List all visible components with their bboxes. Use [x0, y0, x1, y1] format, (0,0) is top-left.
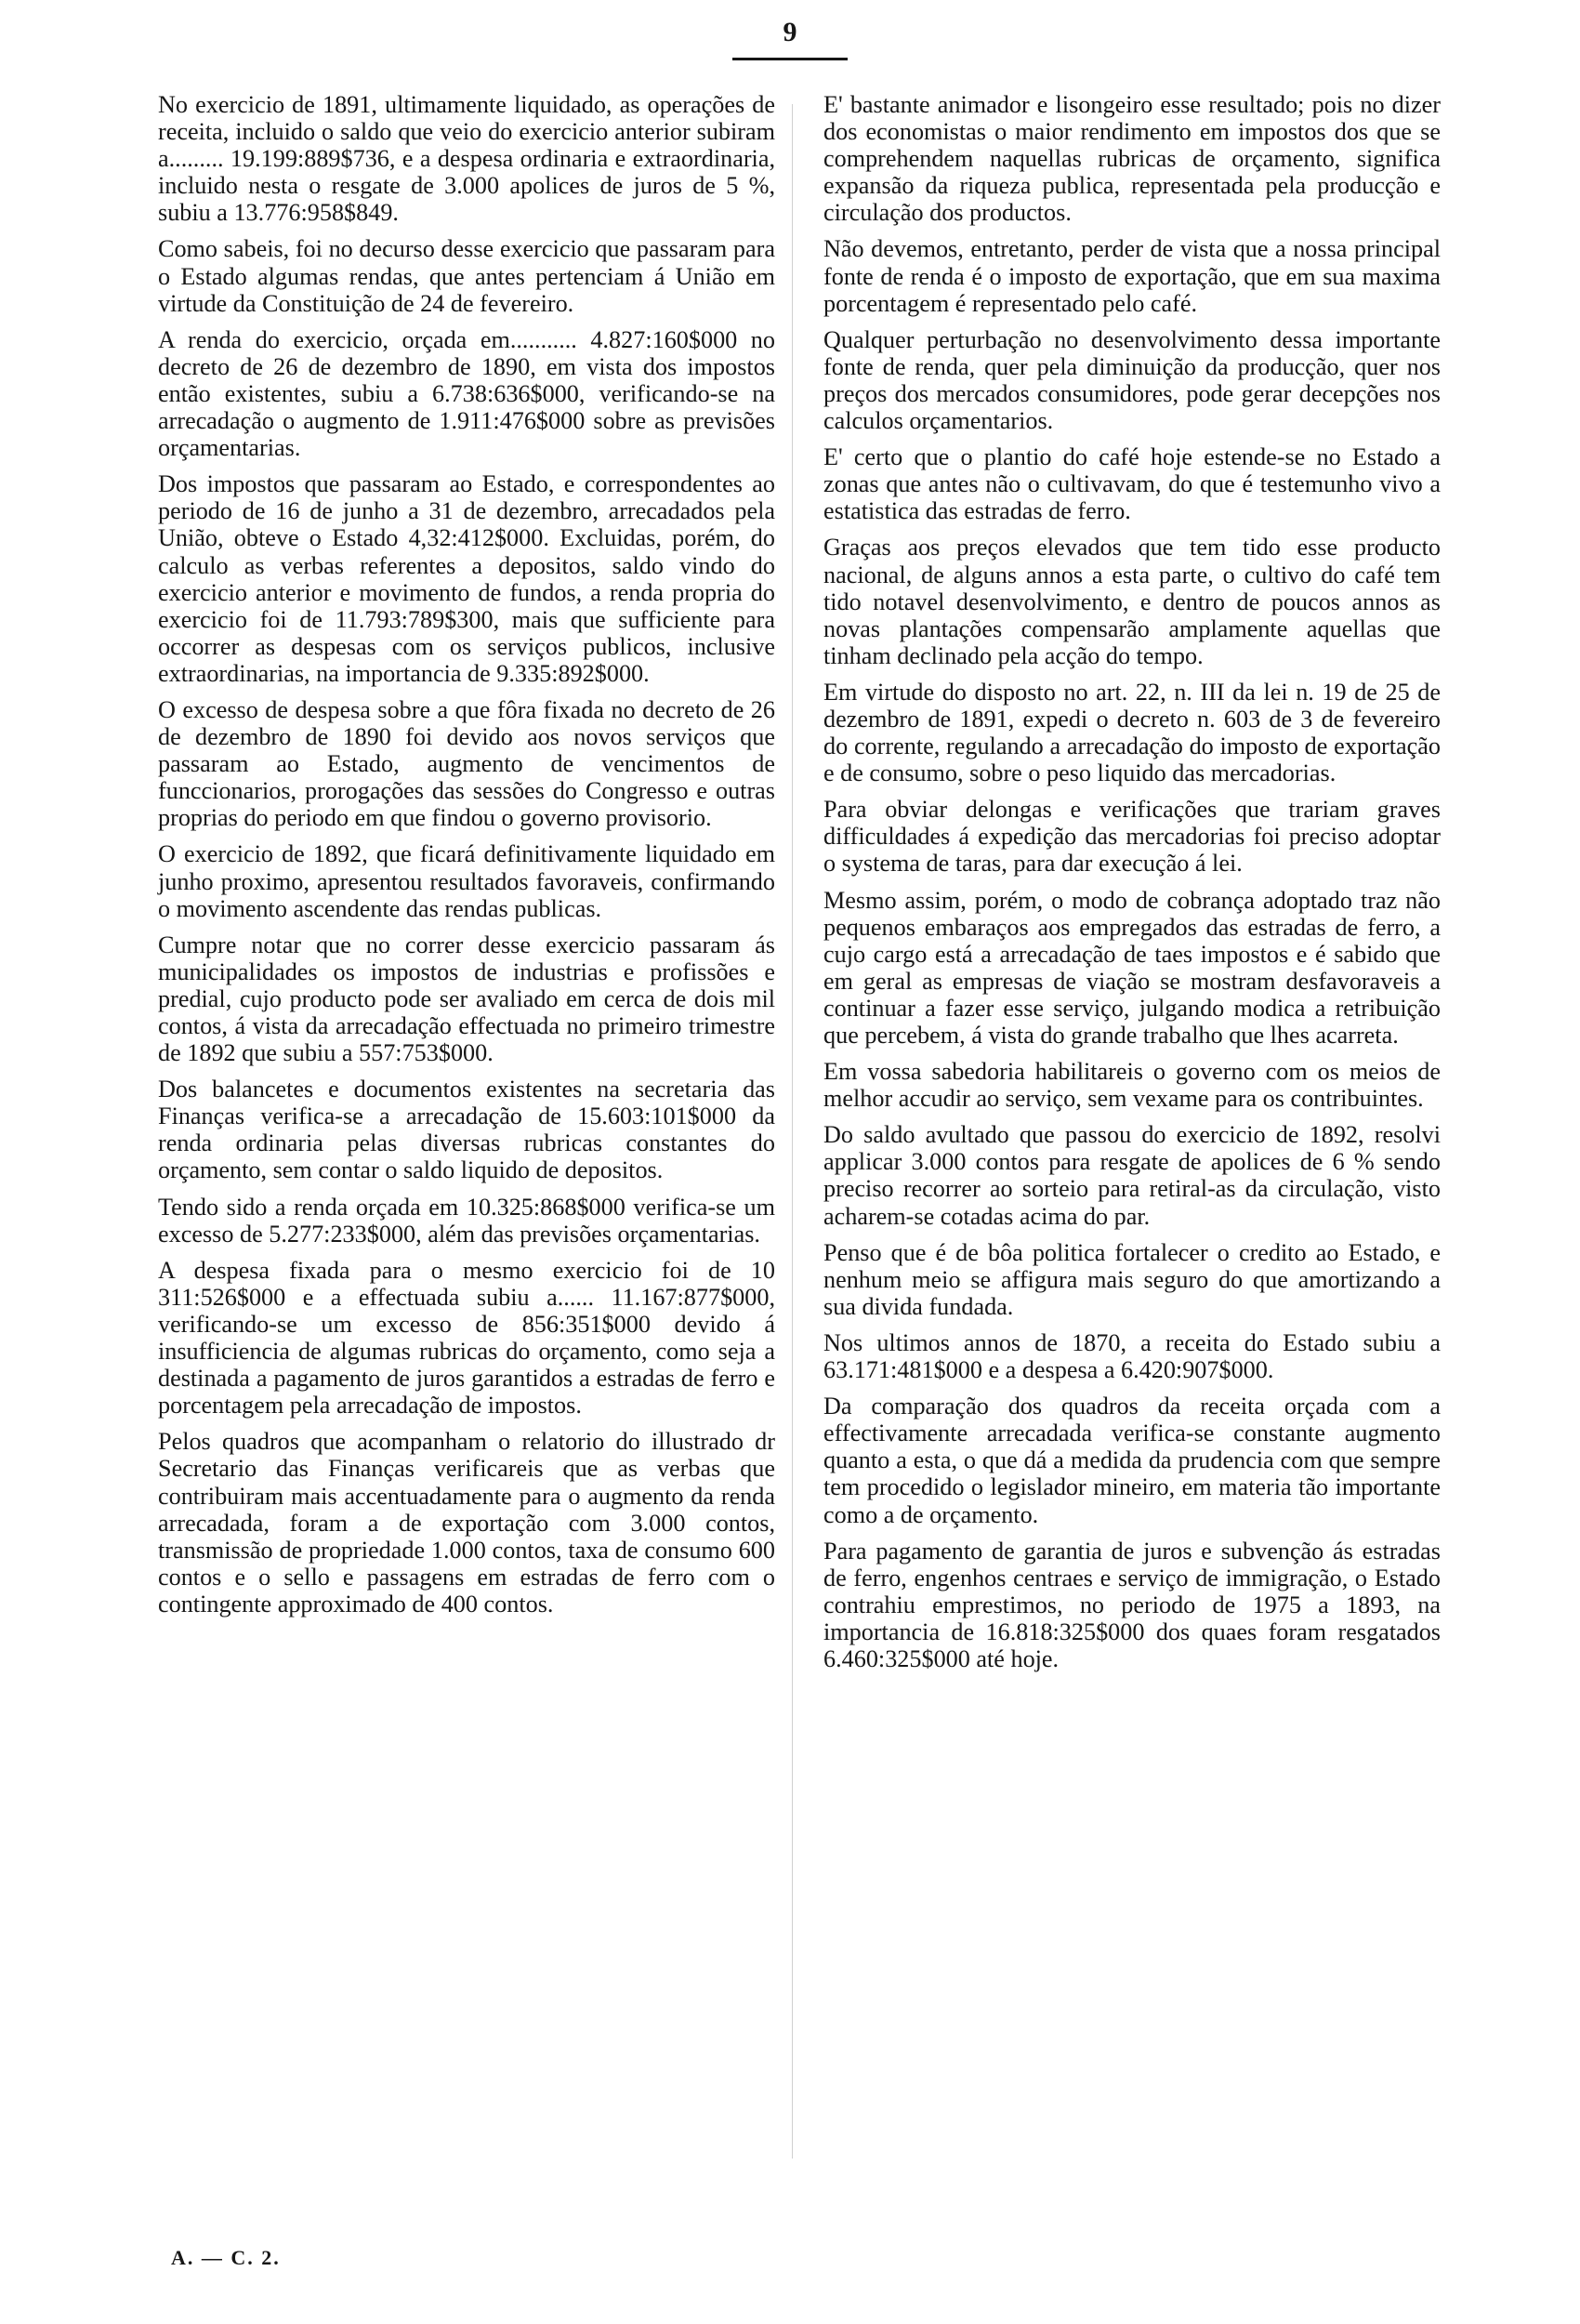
- paragraph: Graças aos preços elevados que tem tido esse producto nacional, de alguns annos a esta parte, o cultivo do café tem tido notavel desenvolvimento, e dentro de poucos annos as novas plantações compensarão amplamente aquellas que tinham declinado pela acção do tempo.: [823, 534, 1441, 669]
- paragraph: Para pagamento de garantia de juros e subvenção ás estradas de ferro, engenhos centraes e serviço de immigração, o Estado contrahiu emprestimos, no periodo de 1975 a 1893, na importancia de 16.818:325$000 dos quaes foram resgatados 6.460:325$000 até hoje.: [823, 1537, 1441, 1672]
- right-column: [823, 91, 1441, 1682]
- paragraph: E' certo que o plantio do café hoje estende-se no Estado a zonas que antes não o cultivavam, do que é testemunho vivo a estatistica das estradas de ferro.: [823, 443, 1441, 525]
- page-number: 9: [783, 17, 797, 47]
- paragraph: Qualquer perturbação no desenvolvimento dessa importante fonte de renda, quer pela diminuição da producção, quer nos preços dos mercados consumidores, pode gerar decepções nos calculos orçamentarios.: [823, 325, 1441, 435]
- paragraph: Não devemos, entretanto, perder de vista que a nossa principal fonte de renda é o imposto de exportação, que em sua maxima porcentagem é representado pelo café.: [823, 235, 1441, 317]
- paragraph: Tendo sido a renda orçada em 10.325:868$000 verifica-se um excesso de 5.277:233$000, além das previsões orçamentarias.: [158, 1193, 775, 1248]
- paragraph: A despesa fixada para o mesmo exercicio foi de 10 311:526$000 e a effectuada subiu a...... 11.167:877$000, verificando-se um excesso de 856:351$000 devido á insufficiencia de algumas rubricas do orçamento, como seja a destinada a pagamento de juros garantidos a estradas de ferro e porcentagem pela arrecadação de impostos.: [158, 1256, 775, 1419]
- paragraph: Do saldo avultado que passou do exercicio de 1892, resolvi applicar 3.000 contos para resgate de apolices de 6 % sendo preciso recorrer ao sorteio para retiral-as da circulação, visto acharem-se cotadas acima do par.: [823, 1121, 1441, 1230]
- paragraph: O excesso de despesa sobre a que fôra fixada no decreto de 26 de dezembro de 1890 foi devido aos novos serviços que passaram ao Estado, augmento de vencimentos de funccionarios, prorogações das sessões do Congresso e outras proprias do periodo em que findou o governo provisorio.: [158, 695, 775, 832]
- paragraph: Em virtude do disposto no art. 22, n. III da lei n. 19 de 25 de dezembro de 1891, expedi o decreto n. 603 de 3 de fevereiro do corrente, regulando a arrecadação do imposto de exportação e de consumo, sobre o peso liquido das mercadorias.: [823, 678, 1441, 787]
- paragraph: E' bastante animador e lisongeiro esse resultado; pois no dizer dos economistas o maior rendimento em impostos dos que se comprehendem naquellas rubricas de orçamento, significa expansão da riqueza publica, representada pela producção e circulação dos productos.: [823, 91, 1441, 227]
- paragraph: O exercicio de 1892, que ficará definitivamente liquidado em junho proximo, apresentou resultados favoraveis, confirmando o movimento ascendente das rendas publicas.: [158, 840, 775, 922]
- paragraph: Para obviar delongas e verificações que trariam graves difficuldades á expedição das mercadorias foi preciso adoptar o systema de taras, para dar execução á lei.: [823, 796, 1441, 878]
- paragraph: Mesmo assim, porém, o modo de cobrança adoptado traz não pequenos embaraços aos empregados das estradas de ferro, a cujo cargo está a arrecadação de taes impostos e é sabido que em geral as empresas de viação se mostram desfavoraveis a continuar a fazer esse serviço, julgando modica a retribuição que percebem, á vista do grande trabalho que lhes acarreta.: [823, 886, 1441, 1049]
- paragraph: Da comparação dos quadros da receita orçada com a effectivamente arrecadada verifica-se constante augmento quanto a esta, o que dá a medida da prudencia com que sempre tem procedido o legislador mineiro, em materia tão importante como a de orçamento.: [823, 1393, 1441, 1528]
- paragraph: A renda do exercicio, orçada em........... 4.827:160$000 no decreto de 26 de dezembro de 1890, em vista dos impostos então existentes, subiu a 6.738:636$000, verificando-se na arrecadação o augmento de 1.911:476$000 sobre as previsões orçamentarias.: [158, 325, 775, 462]
- paragraph: Em vossa sabedoria habilitareis o governo com os meios de melhor accudir ao serviço, sem vexame para os contribuintes.: [823, 1058, 1441, 1113]
- paragraph: Nos ultimos annos de 1870, a receita do Estado subiu a 63.171:481$000 e a despesa a 6.420:907$000.: [823, 1328, 1441, 1384]
- header-rule: [732, 58, 848, 60]
- paragraph: Dos balancetes e documentos existentes na secretaria das Finanças verifica-se a arrecadação de 15.603:101$000 da renda ordinaria pelas diversas rubricas constantes do orçamento, sem contar o saldo liquido de depositos.: [158, 1076, 775, 1184]
- paragraph: Dos impostos que passaram ao Estado, e correspondentes ao periodo de 16 de junho a 31 de dezembro, arrecadados pela União, obteve o Estado 4,32:412$000. Excluidas, porém, do calculo as verbas referentes a depositos, saldo vindo do exercicio anterior e movimento de fundos, a renda propria do exercicio foi de 11.793:789$300, mais que sufficiente para occorrer as despesas com os serviços publicos, inclusive extraordinarias, na importancia de 9.335:892$000.: [158, 470, 775, 687]
- paragraph: Penso que é de bôa politica fortalecer o credito ao Estado, e nenhum meio se affigura mais seguro do que amortizando a sua divida fundada.: [823, 1238, 1441, 1320]
- paragraph: Como sabeis, foi no decurso desse exercicio que passaram para o Estado algumas rendas, que antes pertenciam á União em virtude da Constituição de 24 de fevereiro.: [158, 235, 775, 317]
- paragraph: Cumpre notar que no correr desse exercicio passaram ás municipalidades os impostos de industrias e profissões e predial, cujo producto pode ser avaliado em cerca de dois mil contos, á vista da arrecadação effectuada no primeiro trimestre de 1892 que subiu a 557:753$000.: [158, 931, 775, 1067]
- column-divider: [792, 104, 793, 2159]
- paragraph: No exercicio de 1891, ultimamente liquidado, as operações de receita, incluido o saldo que veio do exercicio anterior subiram a......... 19.199:889$736, e a despesa ordinaria e extraordinaria, incluido nesta o resgate de 3.000 apolices de juros de 5 %, subiu a 13.776:958$849.: [158, 91, 775, 227]
- paragraph: Pelos quadros que acompanham o relatorio do illustrado dr Secretario das Finanças verificareis que as verbas que contribuiram mais accentuadamente para o augmento da renda arrecadada, foram a de exportação com 3.000 contos, transmissão de propriedade 1.000 contos, taxa de consumo 600 contos e o sello e passagens em estradas de ferro com o contingente approximado de 400 contos.: [158, 1428, 775, 1618]
- left-column: [158, 91, 775, 1627]
- signature-mark: A. — C. 2.: [171, 2246, 281, 2269]
